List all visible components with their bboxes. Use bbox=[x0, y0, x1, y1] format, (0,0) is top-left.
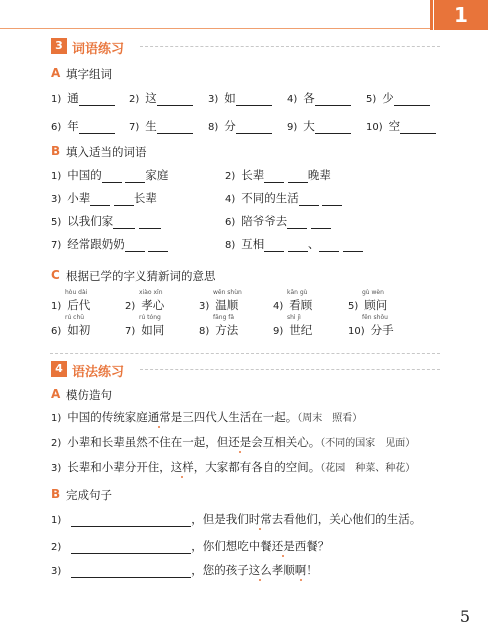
fill-blank[interactable] bbox=[264, 170, 284, 183]
item-prefix: 以我们家 bbox=[67, 214, 114, 228]
sentence-part: 去看他们，关心他们的生活。 bbox=[271, 512, 422, 526]
word-blank[interactable] bbox=[315, 121, 351, 134]
section-4-top-divider bbox=[50, 353, 440, 354]
item-number: 1) bbox=[51, 515, 62, 526]
fill-item bbox=[225, 236, 363, 252]
fill-blank[interactable] bbox=[102, 170, 122, 183]
section-4-title: 语法练习 bbox=[72, 365, 125, 380]
fill-blank[interactable] bbox=[343, 239, 363, 252]
vocab-word: 方法 bbox=[215, 323, 239, 337]
item-number: 4) bbox=[287, 94, 298, 105]
item-suffix: 、 bbox=[307, 237, 320, 251]
section-3c-title: 根据已学的字义猜新词的意思 bbox=[66, 269, 216, 283]
item-number: 3) bbox=[208, 94, 219, 105]
word-blank[interactable] bbox=[79, 121, 115, 134]
fill-item bbox=[225, 190, 342, 206]
sentence-part: ，大家都有各自的空间。 bbox=[193, 460, 321, 474]
vocab-item bbox=[348, 322, 394, 338]
item-number: 10) bbox=[366, 122, 383, 133]
item-suffix: 家庭 bbox=[145, 168, 169, 182]
vocab-item bbox=[199, 297, 238, 313]
fill-item bbox=[51, 190, 157, 206]
section-3-title: 词语练习 bbox=[72, 42, 125, 57]
complete-item bbox=[51, 538, 329, 554]
sentence-part: 西餐？ bbox=[294, 539, 330, 553]
item-char: 空 bbox=[388, 119, 401, 133]
section-3b-title: 填入适当的词语 bbox=[66, 145, 147, 159]
word-item bbox=[129, 90, 193, 106]
item-char: 分 bbox=[224, 119, 236, 133]
fill-blank[interactable] bbox=[125, 239, 145, 252]
item-number: 5) bbox=[51, 217, 62, 228]
key-grammar: 通常 bbox=[147, 410, 171, 424]
key-grammar: 还是 bbox=[228, 435, 252, 449]
fill-blank[interactable] bbox=[287, 216, 307, 229]
item-prefix: 经常跟奶奶 bbox=[67, 237, 125, 251]
item-char: 年 bbox=[67, 119, 79, 133]
word-item bbox=[366, 118, 436, 134]
word-item bbox=[51, 118, 115, 134]
sentence-part: ，你们想吃中餐 bbox=[191, 539, 272, 553]
vocab-item bbox=[125, 297, 164, 313]
fill-item bbox=[225, 167, 331, 183]
item-number: 8) bbox=[199, 326, 210, 337]
item-number: 2) bbox=[51, 542, 62, 553]
item-number: 7) bbox=[125, 326, 136, 337]
section-3-badge: 3 bbox=[51, 38, 67, 54]
section-4b-letter: B bbox=[51, 487, 61, 501]
word-blank[interactable] bbox=[157, 93, 193, 106]
key-grammar: 这么 bbox=[248, 563, 272, 577]
sentence-item bbox=[51, 434, 415, 450]
item-prefix: 长辈 bbox=[241, 168, 265, 182]
item-number: 10) bbox=[348, 326, 365, 337]
unit-badge: 1 bbox=[434, 0, 488, 30]
item-number: 9) bbox=[273, 326, 284, 337]
word-item bbox=[366, 90, 430, 106]
fill-blank[interactable] bbox=[113, 216, 135, 229]
pinyin: rú chū bbox=[65, 314, 85, 321]
hint-words: （周末 照看） bbox=[297, 413, 363, 424]
sentence-part: 中国的传统家庭 bbox=[67, 410, 148, 424]
vocab-word: 世纪 bbox=[289, 323, 313, 337]
vocab-word: 如初 bbox=[67, 323, 91, 337]
word-blank[interactable] bbox=[400, 121, 436, 134]
pinyin: wēn shùn bbox=[213, 289, 242, 296]
sentence-part: 孝顺 bbox=[271, 563, 295, 577]
hint-words: （花园 种菜、种花） bbox=[320, 463, 416, 474]
vocab-word: 顾问 bbox=[364, 298, 388, 312]
vocab-item bbox=[199, 322, 238, 338]
section-4b-title: 完成句子 bbox=[66, 488, 112, 502]
complete-item bbox=[51, 511, 421, 527]
item-number: 6) bbox=[225, 217, 236, 228]
item-number: 1) bbox=[51, 171, 62, 182]
fill-blank[interactable] bbox=[299, 193, 319, 206]
sentence-part: 小辈和长辈虽然不住在一起，但 bbox=[67, 435, 229, 449]
item-number: 4) bbox=[273, 301, 284, 312]
complete-item bbox=[51, 562, 318, 578]
item-suffix: 晚辈 bbox=[307, 168, 331, 182]
section-4-badge: 4 bbox=[51, 361, 67, 377]
sentence-part: ！ bbox=[306, 563, 318, 577]
item-number: 7) bbox=[51, 240, 62, 251]
vocab-word: 分手 bbox=[370, 323, 394, 337]
pinyin: fēn shǒu bbox=[362, 314, 388, 321]
section-4a-letter: A bbox=[51, 387, 61, 401]
item-number: 5) bbox=[348, 301, 359, 312]
item-number: 2) bbox=[129, 94, 140, 105]
fill-blank[interactable] bbox=[322, 193, 342, 206]
section-3a-letter: A bbox=[51, 66, 61, 80]
item-number: 1) bbox=[51, 94, 62, 105]
vocab-item bbox=[273, 322, 312, 338]
section-3b-letter: B bbox=[51, 144, 61, 158]
item-char: 通 bbox=[67, 91, 79, 105]
fill-blank[interactable] bbox=[288, 239, 308, 252]
key-grammar: 啊 bbox=[294, 563, 307, 577]
item-number: 7) bbox=[129, 122, 140, 133]
item-number: 3) bbox=[51, 194, 62, 205]
sentence-blank[interactable] bbox=[71, 541, 191, 554]
fill-item bbox=[51, 213, 161, 229]
item-number: 3) bbox=[199, 301, 210, 312]
section-3-divider bbox=[140, 46, 440, 47]
key-grammar: 这样 bbox=[170, 460, 194, 474]
item-char: 生 bbox=[145, 119, 157, 133]
item-number: 8) bbox=[225, 240, 236, 251]
word-item bbox=[129, 118, 193, 134]
sentence-item bbox=[51, 409, 362, 425]
word-blank[interactable] bbox=[394, 93, 430, 106]
item-number: 8) bbox=[208, 122, 219, 133]
item-number: 5) bbox=[366, 94, 377, 105]
fill-blank[interactable] bbox=[90, 193, 110, 206]
fill-blank[interactable] bbox=[148, 239, 168, 252]
sentence-blank[interactable] bbox=[71, 514, 191, 527]
word-item bbox=[208, 90, 272, 106]
pinyin: gù wèn bbox=[362, 289, 384, 296]
word-item bbox=[208, 118, 272, 134]
item-number: 2) bbox=[125, 301, 136, 312]
word-blank[interactable] bbox=[157, 121, 193, 134]
word-blank[interactable] bbox=[236, 121, 272, 134]
word-item bbox=[51, 90, 115, 106]
item-number: 3) bbox=[51, 566, 62, 577]
item-prefix: 陪爷爷去 bbox=[241, 214, 288, 228]
vocab-word: 后代 bbox=[67, 298, 91, 312]
vocab-item bbox=[51, 322, 90, 338]
fill-item bbox=[225, 213, 331, 229]
item-number: 3) bbox=[51, 463, 62, 474]
fill-item bbox=[51, 167, 168, 183]
fill-blank[interactable] bbox=[319, 239, 339, 252]
item-char: 这 bbox=[145, 91, 157, 105]
vocab-word: 如同 bbox=[141, 323, 165, 337]
sentence-part: ，但是我们 bbox=[191, 512, 249, 526]
hint-words: （不同的国家 见面） bbox=[320, 438, 416, 449]
pinyin: hòu dài bbox=[65, 289, 88, 296]
vocab-word: 看顾 bbox=[289, 298, 313, 312]
item-number: 2) bbox=[225, 171, 236, 182]
vocab-word: 孝心 bbox=[141, 298, 165, 312]
fill-blank[interactable] bbox=[139, 216, 161, 229]
section-3c-letter: C bbox=[51, 268, 60, 282]
word-blank[interactable] bbox=[79, 93, 115, 106]
vocab-item bbox=[51, 297, 90, 313]
item-number: 6) bbox=[51, 326, 62, 337]
word-item bbox=[287, 118, 351, 134]
sentence-part: 会互相关心。 bbox=[251, 435, 321, 449]
sentence-part: ，您的孩子 bbox=[191, 563, 249, 577]
item-char: 少 bbox=[382, 91, 394, 105]
sentence-part: 长辈和小辈分开住， bbox=[67, 460, 171, 474]
page-number: 5 bbox=[459, 607, 470, 626]
item-char: 如 bbox=[224, 91, 236, 105]
vocab-item bbox=[273, 297, 312, 313]
item-suffix: 长辈 bbox=[133, 191, 157, 205]
item-number: 4) bbox=[225, 194, 236, 205]
fill-blank[interactable] bbox=[288, 170, 308, 183]
sentence-part: 是三四代人生活在一起。 bbox=[170, 410, 298, 424]
fill-blank[interactable] bbox=[311, 216, 331, 229]
item-prefix: 互相 bbox=[241, 237, 265, 251]
pinyin: rú tóng bbox=[139, 314, 161, 321]
item-char: 各 bbox=[303, 91, 315, 105]
item-char: 大 bbox=[303, 119, 315, 133]
vocab-item bbox=[125, 322, 164, 338]
vocab-word: 温顺 bbox=[215, 298, 239, 312]
pinyin: kān gù bbox=[287, 289, 308, 296]
word-blank[interactable] bbox=[236, 93, 272, 106]
item-prefix: 中国的 bbox=[67, 168, 102, 182]
item-prefix: 不同的生活 bbox=[241, 191, 299, 205]
pinyin: shì jì bbox=[287, 314, 301, 321]
fill-item bbox=[51, 236, 168, 252]
sentence-blank[interactable] bbox=[71, 565, 191, 578]
sentence-item bbox=[51, 459, 415, 475]
fill-blank[interactable] bbox=[125, 170, 145, 183]
word-item bbox=[287, 90, 351, 106]
section-4-divider bbox=[140, 369, 440, 370]
section-4a-title: 模仿造句 bbox=[66, 388, 112, 402]
key-grammar: 时常 bbox=[248, 512, 272, 526]
section-3a-title: 填字组词 bbox=[66, 67, 112, 81]
item-number: 2) bbox=[51, 438, 62, 449]
item-number: 6) bbox=[51, 122, 62, 133]
word-blank[interactable] bbox=[315, 93, 351, 106]
item-number: 1) bbox=[51, 413, 62, 424]
item-number: 1) bbox=[51, 301, 62, 312]
key-grammar: 还是 bbox=[271, 539, 295, 553]
pinyin: fāng fǎ bbox=[213, 314, 235, 321]
vocab-item bbox=[348, 297, 387, 313]
fill-blank[interactable] bbox=[114, 193, 134, 206]
top-rule bbox=[0, 28, 430, 29]
pinyin: xiào xīn bbox=[139, 289, 163, 296]
item-number: 9) bbox=[287, 122, 298, 133]
item-prefix: 小辈 bbox=[67, 191, 91, 205]
fill-blank[interactable] bbox=[264, 239, 284, 252]
